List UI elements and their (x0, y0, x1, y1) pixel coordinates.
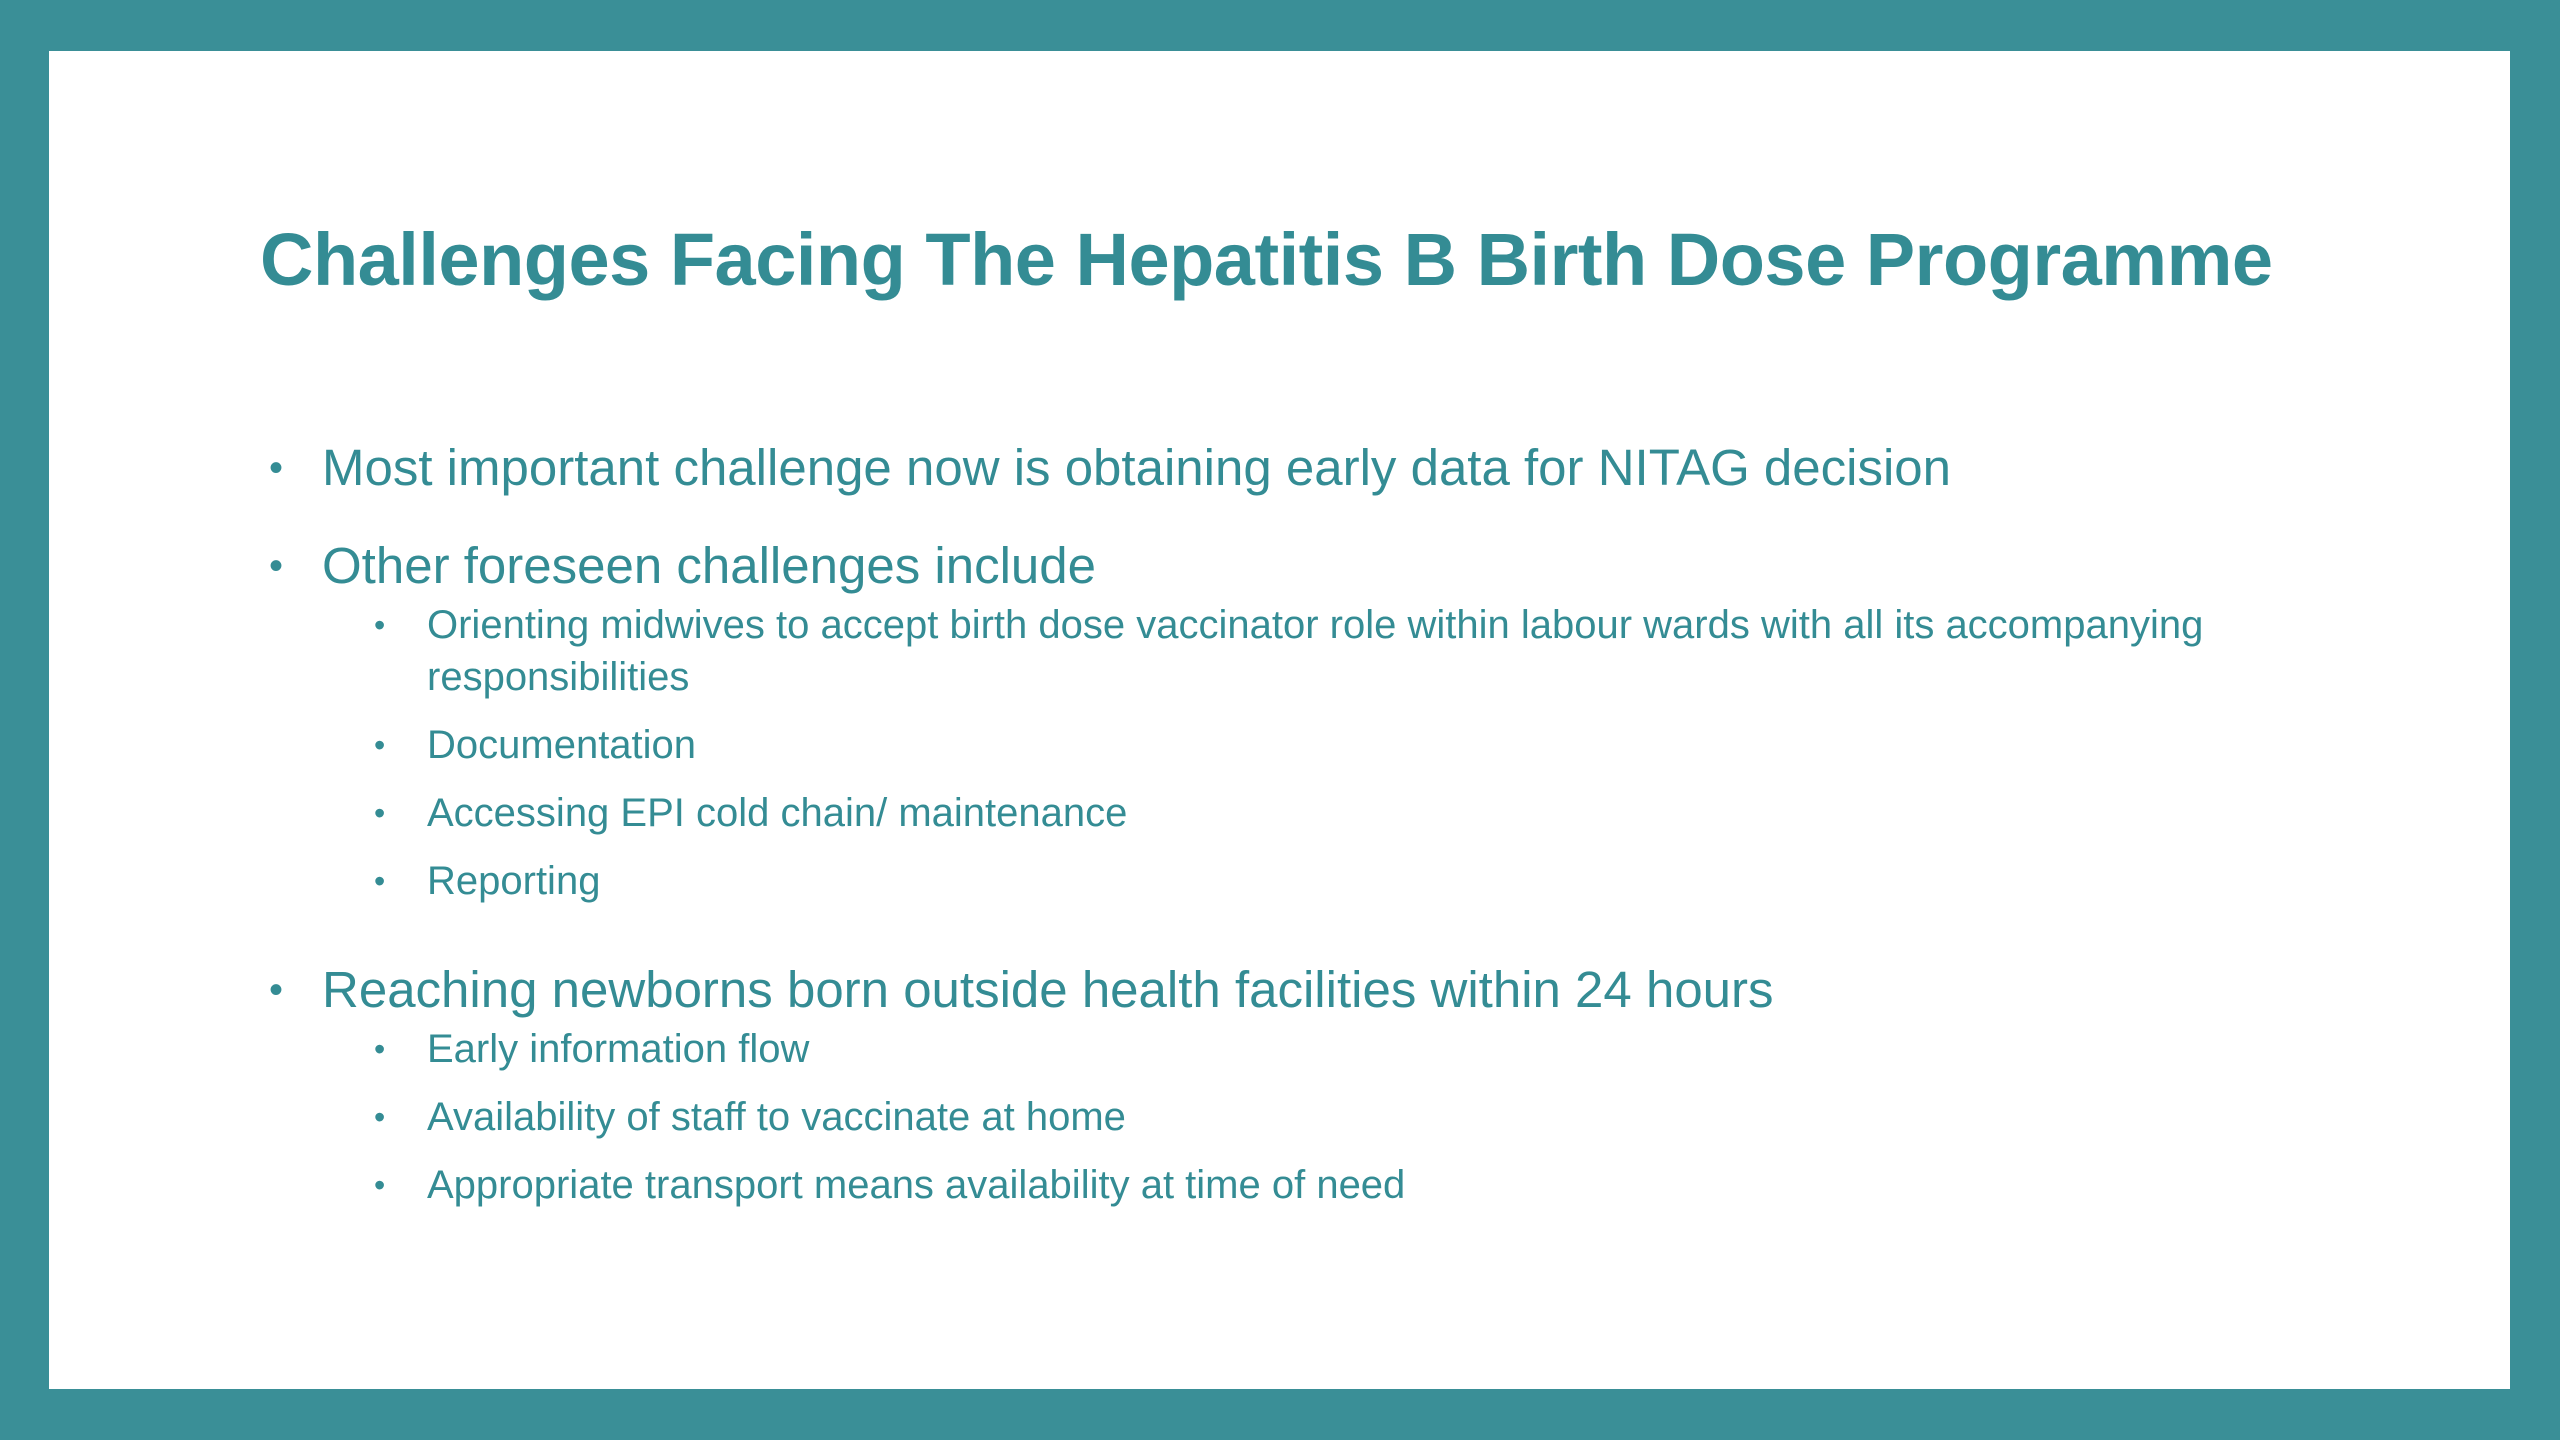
bullet-text: Other foreseen challenges include (322, 537, 1096, 594)
sub-bullet-item (269, 1091, 2269, 1143)
sub-bullet-item (269, 719, 2269, 771)
bullet-marker: • (269, 968, 284, 1012)
sub-bullet-text: Accessing EPI cold chain/ maintenance (427, 791, 1128, 835)
bullet-item (269, 437, 2269, 499)
sub-bullet-item (269, 599, 2269, 703)
bullet-marker: • (269, 544, 284, 588)
sub-bullet-text: Documentation (427, 723, 697, 767)
bullet-list (269, 437, 2269, 1211)
slide-title: Challenges Facing The Hepatitis B Birth Dose Programme (260, 218, 2273, 301)
sub-bullet-marker: • (374, 727, 386, 763)
sub-bullet-marker: • (374, 795, 386, 831)
sub-bullet-item (269, 787, 2269, 839)
sub-bullet-marker: • (374, 607, 386, 643)
sub-bullet-marker: • (374, 1031, 386, 1067)
sub-bullet-text: Orienting midwives to accept birth dose vaccinator role within labour wards with all its accompanying responsibilities (427, 603, 2204, 699)
slide (49, 51, 2510, 1389)
sub-bullet-item (269, 1159, 2269, 1211)
sub-bullet-text: Early information flow (427, 1027, 810, 1071)
sub-bullet-marker: • (374, 863, 386, 899)
sub-bullet-text: Appropriate transport means availability at time of need (427, 1163, 1406, 1207)
sub-bullet-list (269, 1023, 2269, 1211)
sub-bullet-text: Reporting (427, 859, 601, 903)
bullet-text: Reaching newborns born outside health facilities within 24 hours (322, 961, 1774, 1018)
bullet-marker: • (269, 446, 284, 490)
sub-bullet-marker: • (374, 1099, 386, 1135)
sub-bullet-text: Availability of staff to vaccinate at home (427, 1095, 1126, 1139)
sub-bullet-marker: • (374, 1167, 386, 1203)
sub-bullet-item (269, 1023, 2269, 1075)
bullet-item (269, 959, 2269, 1021)
bullet-item (269, 535, 2269, 597)
sub-bullet-list (269, 599, 2269, 907)
bullet-text: Most important challenge now is obtaining early data for NITAG decision (322, 439, 1952, 496)
sub-bullet-item (269, 855, 2269, 907)
